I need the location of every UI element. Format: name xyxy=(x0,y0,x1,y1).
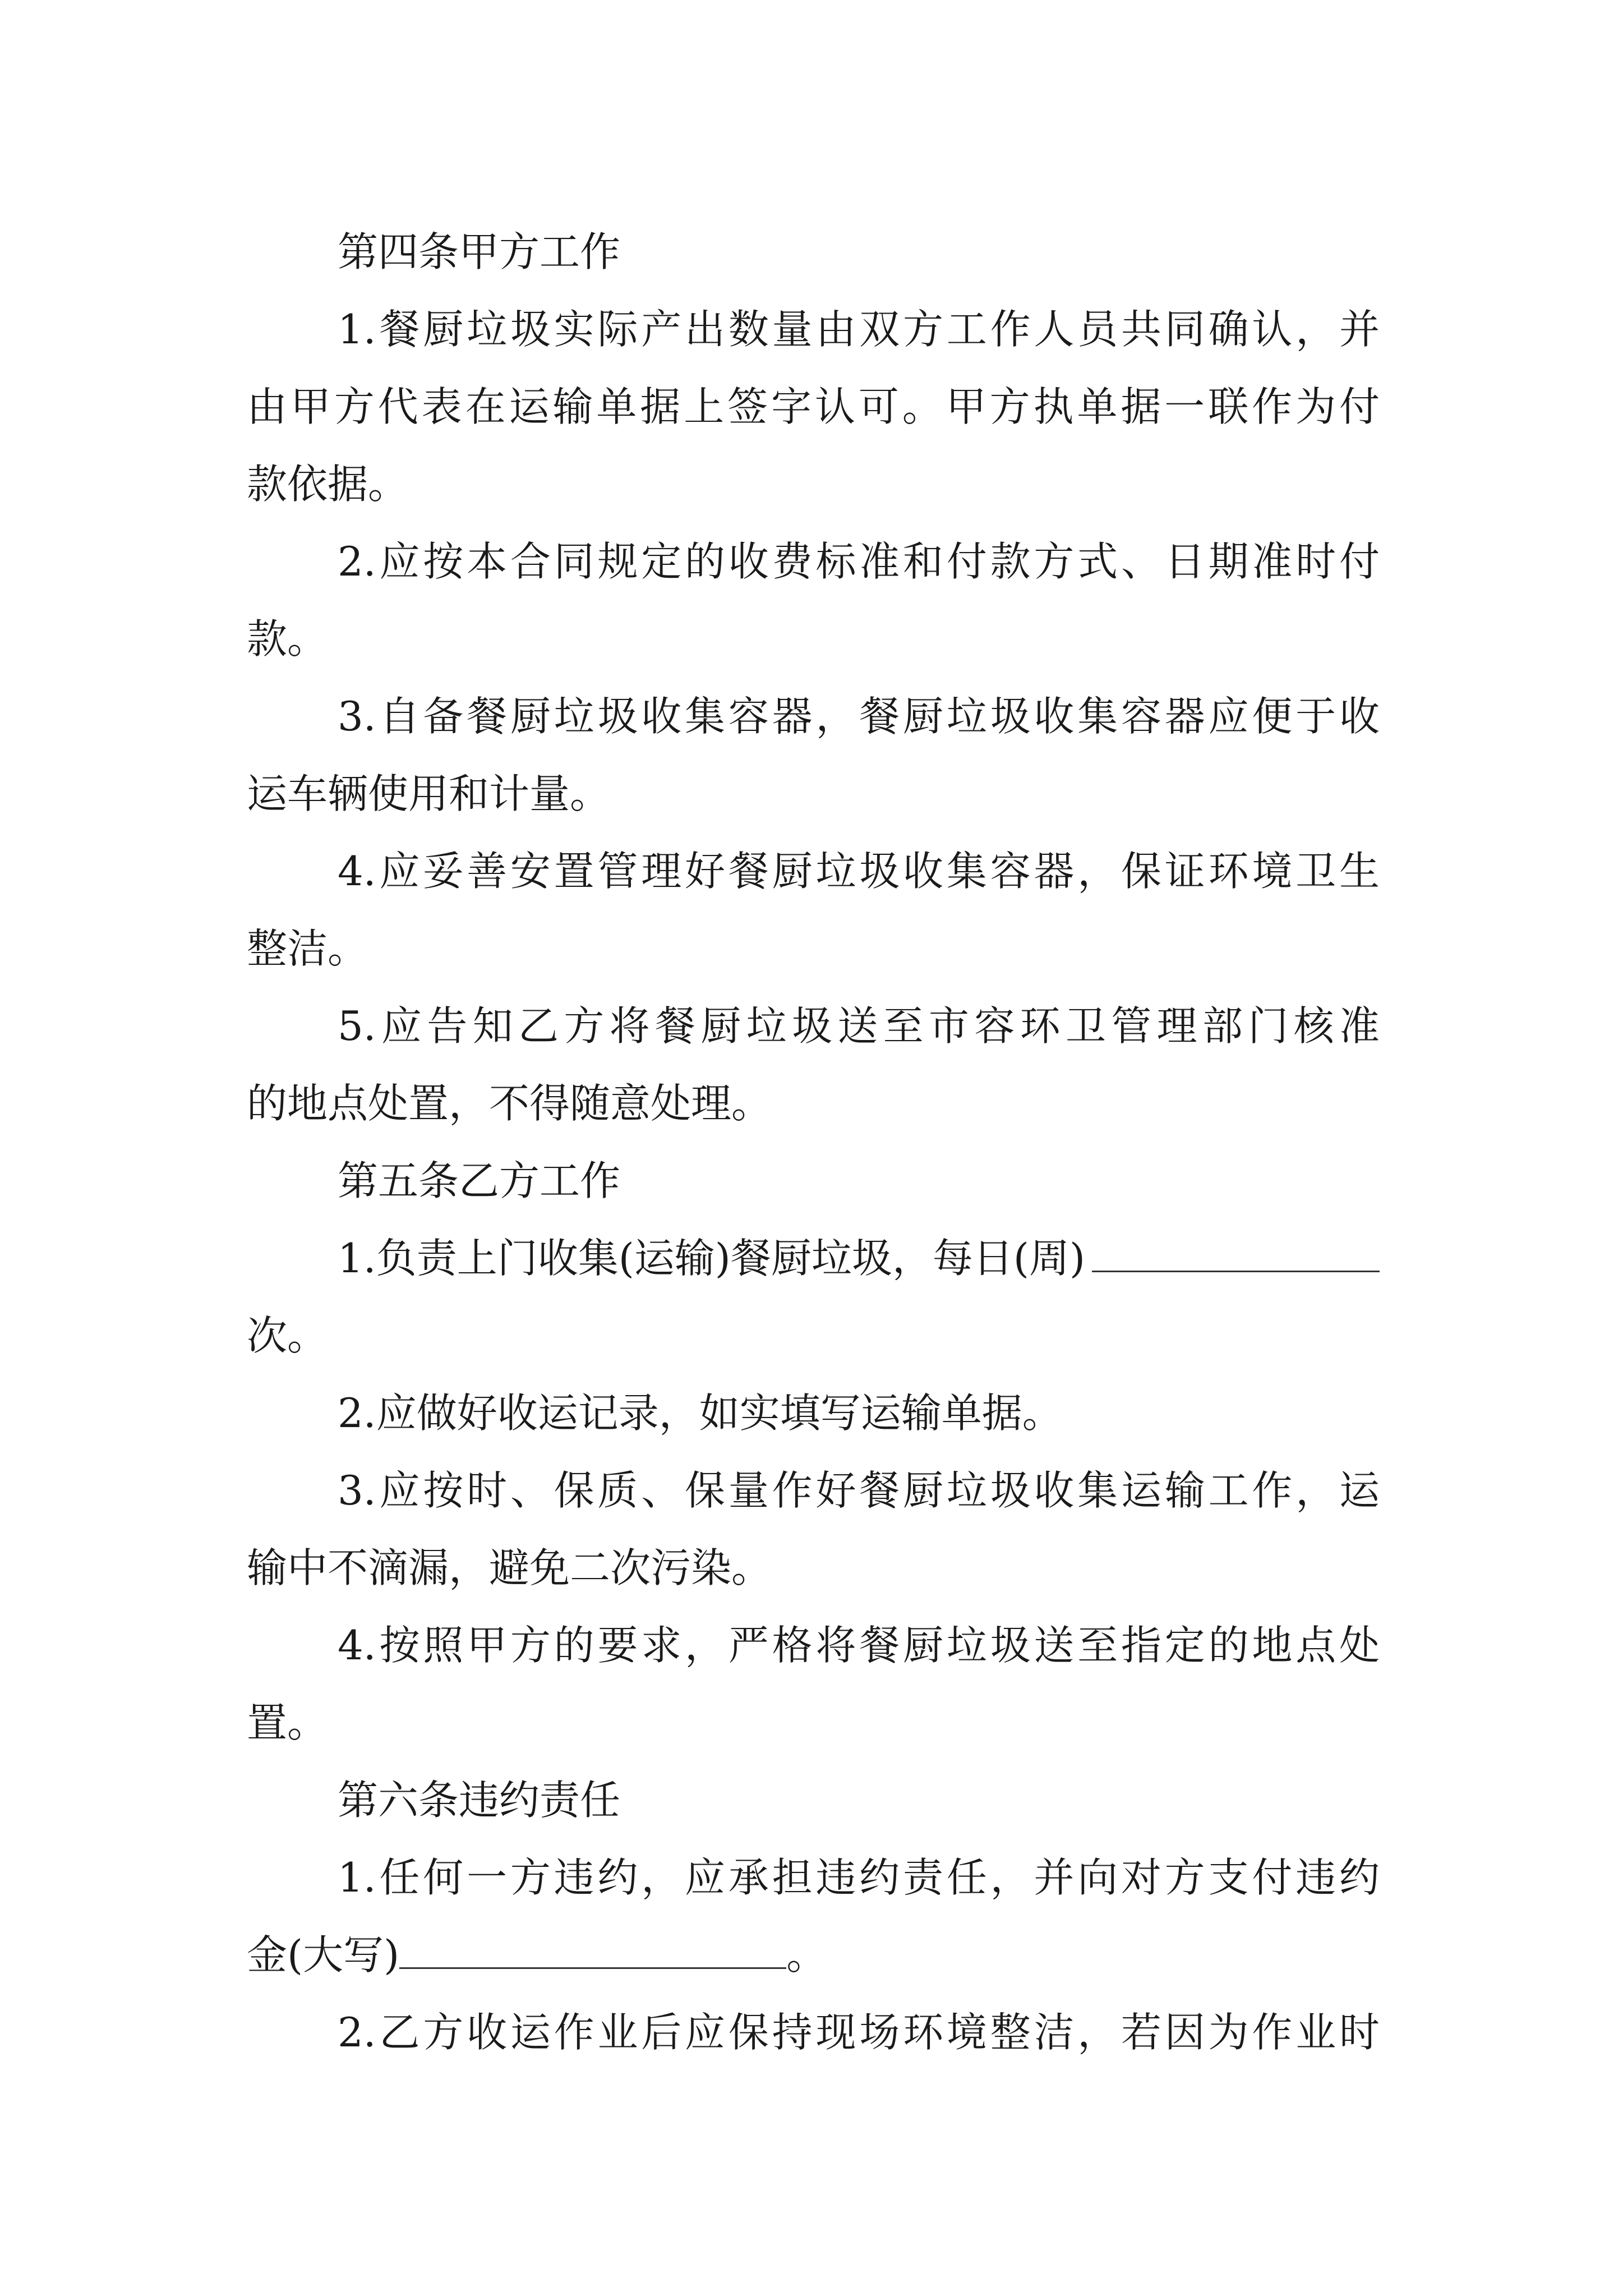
paragraph-line: 款依据。 xyxy=(247,461,409,508)
paragraph-line: 3.应按时、保质、保量作好餐厨垃圾收集运输工作，运 xyxy=(338,1467,1380,1514)
paragraph-line: 款。 xyxy=(247,615,328,662)
paragraph-line: 输中不滴漏，避免二次污染。 xyxy=(247,1544,772,1591)
paragraph-line: 2.应按本合同规定的收费标准和付款方式、日期准时付 xyxy=(338,538,1380,585)
paragraph-line: 2.应做好收运记录，如实填写运输单据。 xyxy=(338,1389,1063,1437)
document-body xyxy=(247,213,1380,2071)
paragraph-line: 运车辆使用和计量。 xyxy=(247,770,611,817)
paragraph-line: 4.应妥善安置管理好餐厨垃圾收集容器，保证环境卫生 xyxy=(338,848,1380,895)
section-heading-4: 第四条甲方工作 xyxy=(338,228,621,275)
paragraph-line: 次。 xyxy=(247,1312,328,1359)
paragraph-text: 1.负责上门收集(运输)餐厨垃圾，每日(周) xyxy=(338,1235,1086,1282)
paragraph-line: 1.餐厨垃圾实际产出数量由双方工作人员共同确认，并 xyxy=(338,306,1380,353)
paragraph-suffix: 。 xyxy=(786,1931,827,1978)
fill-in-blank xyxy=(399,1922,786,1969)
paragraph-text: 金(大写) xyxy=(247,1931,400,1978)
paragraph-line: 2.乙方收运作业后应保持现场环境整洁，若因为作业时 xyxy=(338,2009,1380,2056)
fill-in-blank xyxy=(1092,1230,1380,1272)
paragraph-line: 5.应告知乙方将餐厨垃圾送至市容环卫管理部门核准 xyxy=(338,1002,1380,1050)
paragraph-line: 的地点处置，不得随意处理。 xyxy=(247,1080,772,1127)
paragraph-line-with-blank xyxy=(247,1220,1380,1297)
paragraph-line: 3.自备餐厨垃圾收集容器，餐厨垃圾收集容器应便于收 xyxy=(338,693,1380,740)
paragraph-line: 由甲方代表在运输单据上签字认可。甲方执单据一联作为付 xyxy=(247,383,1380,430)
section-heading-6: 第六条违约责任 xyxy=(338,1777,621,1824)
section-heading-5: 第五条乙方工作 xyxy=(338,1157,621,1204)
paragraph-line: 4.按照甲方的要求，严格将餐厨垃圾送至指定的地点处 xyxy=(338,1622,1380,1669)
paragraph-line: 置。 xyxy=(247,1699,328,1746)
paragraph-line: 1.任何一方违约，应承担违约责任，并向对方支付违约 xyxy=(338,1854,1380,1901)
paragraph-line: 整洁。 xyxy=(247,925,368,972)
paragraph-line-with-blank xyxy=(247,1916,1380,1994)
